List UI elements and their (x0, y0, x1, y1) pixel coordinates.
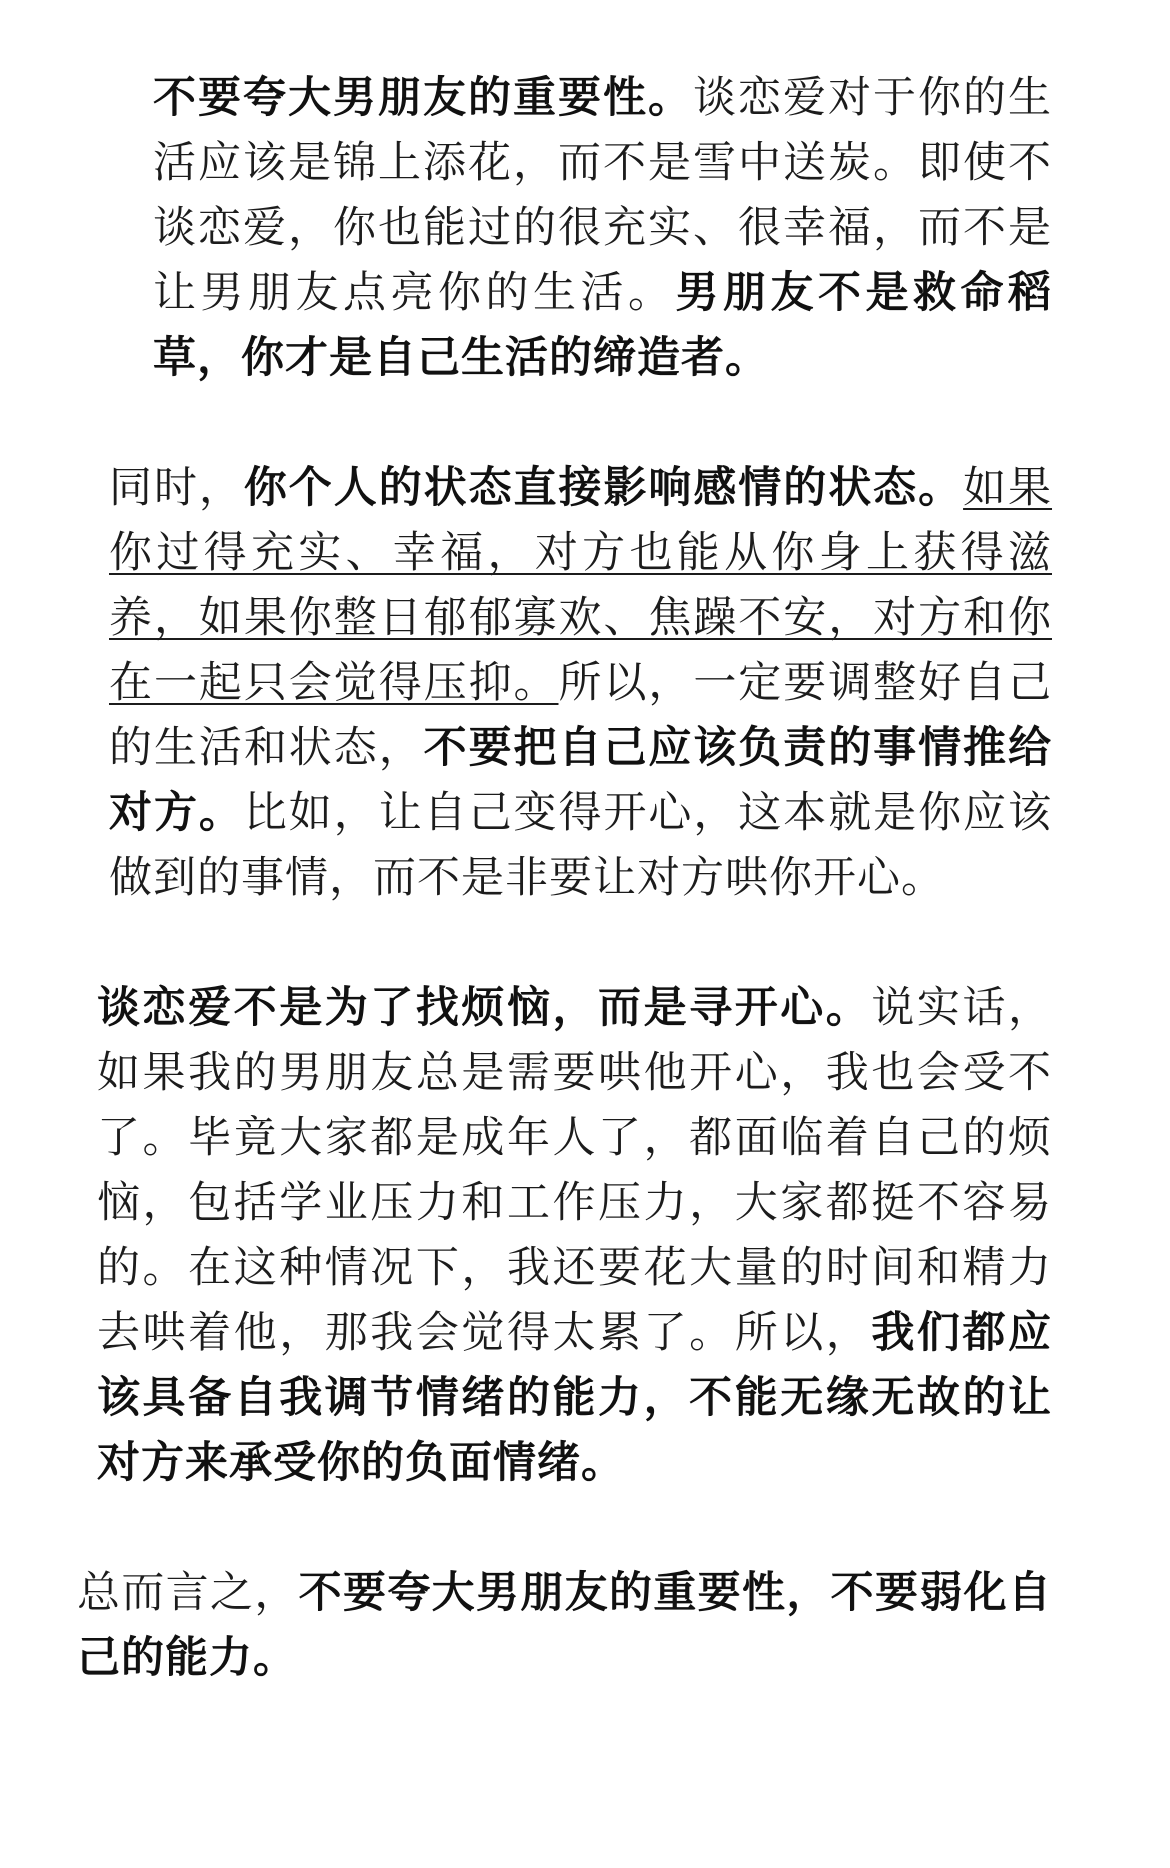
text-segment: 所以，一定要调整好自己的生活和状态， (109, 658, 1052, 773)
article-body (77, 66, 1052, 1691)
text-segment-bold: 不要夸大男朋友的重要性。 (153, 73, 693, 123)
text-segment-bold: 你个人的状态直接影响感情的状态。 (243, 463, 964, 513)
text-segment-bold: 不要把自己应该负责的事情推给对方。 (109, 723, 1053, 838)
paragraph-1 (77, 66, 1052, 391)
text-segment: 比如，让自己变得开心，这本就是你应该做到的事情，而不是非要让对方哄你开心。 (109, 788, 1053, 903)
paragraph-2 (77, 456, 1052, 911)
text-segment-bold: 男朋友不是救命稻草，你才是自己生活的缔造者。 (153, 268, 1052, 383)
text-segment: 说实话，如果我的男朋友总是需要哄他开心，我也会受不了。毕竟大家都是成年人了，都面临着自己的烦恼，包括学业压力和工作压力，大家都挺不容易的。在这种情况下，我还要花大量的时间和精力去哄着他，那我会觉得太累了。所以， (97, 983, 1053, 1358)
text-segment-bold: 不要夸大男朋友的重要性，不要弱化自己的能力。 (77, 1568, 1053, 1683)
text-segment: 同时， (109, 463, 244, 513)
text-segment: 总而言之， (77, 1568, 299, 1618)
paragraph-4 (77, 1561, 1052, 1691)
text-segment-bold: 谈恋爱不是为了找烦恼，而是寻开心。 (97, 983, 872, 1033)
text-segment-bold: 我们都应该具备自我调节情绪的能力，不能无缘无故的让对方来承受你的负面情绪。 (97, 1308, 1053, 1488)
text-segment-underlined: 如果你过得充实、幸福，对方也能从你身上获得滋养，如果你整日郁郁寡欢、焦躁不安，对方和你在一起只会觉得压抑。 (109, 463, 1053, 708)
paragraph-3 (77, 976, 1052, 1496)
text-segment: 谈恋爱对于你的生活应该是锦上添花，而不是雪中送炭。即使不谈恋爱，你也能过的很充实、很幸福，而不是让男朋友点亮你的生活。 (153, 73, 1052, 318)
